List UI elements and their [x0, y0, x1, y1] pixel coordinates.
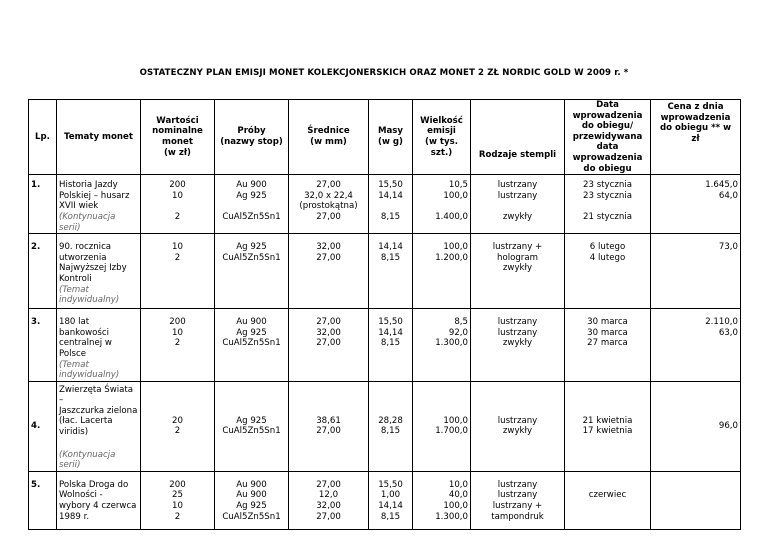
cell-rodzaje: lustrzany lustrzany zwykły: [471, 175, 565, 234]
cell-wartosci: 200 25 10 2: [141, 471, 215, 529]
cell-wielkosc: 100,0 1.700,0: [413, 381, 471, 471]
row-topic: Polska Droga do Wolności - wybory 4 czerwca 1989 r.: [57, 471, 141, 529]
row-topic: Zwierzęta Świata – Jaszczurka zielona (łac. Lacerta viridis) (Kontynuacja serii): [57, 381, 141, 471]
header-row: [29, 100, 741, 175]
cell-wartosci: 200 10 2: [141, 175, 215, 234]
table-row: [29, 309, 741, 382]
cell-rodzaje: lustrzany + hologram zwykły: [471, 234, 565, 309]
header-lp: Lp.: [29, 100, 57, 175]
header-masy: Masy (w g): [369, 100, 413, 175]
row-number: 2.: [29, 234, 57, 309]
cell-masy: 14,14 8,15: [369, 234, 413, 309]
row-number: 1.: [29, 175, 57, 234]
cell-cena: 1.645,0 64,0: [651, 175, 741, 234]
header-tematy: Tematy monet: [57, 100, 141, 175]
header-rodzaje: Rodzaje stempli: [471, 100, 565, 175]
cell-proby: Au 900 Ag 925 CuAl5Zn5Sn1: [215, 175, 289, 234]
cell-srednice: 27,00 12,0 32,00 27,00: [289, 471, 369, 529]
cell-masy: 15,50 14,14 8,15: [369, 309, 413, 382]
header-data: Data wprowadzenia do obiegu/ przewidywana data wprowadzenia do obiegu: [565, 100, 651, 175]
cell-proby: Au 900 Au 900 Ag 925 CuAl5Zn5Sn1: [215, 471, 289, 529]
row-number: 3.: [29, 309, 57, 382]
cell-data: 21 kwietnia 17 kwietnia: [565, 381, 651, 471]
cell-proby: Ag 925 CuAl5Zn5Sn1: [215, 381, 289, 471]
header-srednice: Średnice (w mm): [289, 100, 369, 175]
table-row: [29, 175, 741, 234]
cell-proby: Ag 925 CuAl5Zn5Sn1: [215, 234, 289, 309]
cell-data: czerwiec: [565, 471, 651, 529]
cell-data: 6 lutego 4 lutego: [565, 234, 651, 309]
row-number: 4.: [29, 381, 57, 471]
cell-masy: 28,28 8,15: [369, 381, 413, 471]
table-row: [29, 471, 741, 529]
cell-rodzaje: lustrzany lustrzany lustrzany + tampondruk: [471, 471, 565, 529]
cell-proby: Au 900 Ag 925 CuAl5Zn5Sn1: [215, 309, 289, 382]
cell-rodzaje: lustrzany lustrzany zwykły: [471, 309, 565, 382]
header-wartosci: Wartości nominalne monet (w zł): [141, 100, 215, 175]
cell-wartosci: 20 2: [141, 381, 215, 471]
cell-wielkosc: 8,5 92,0 1.300,0: [413, 309, 471, 382]
header-cena: Cena z dnia wprowadzenia do obiegu ** w zł: [651, 100, 741, 175]
cell-wielkosc: 10,5 100,0 1.400,0: [413, 175, 471, 234]
cell-cena: 96,0: [651, 381, 741, 471]
row-number: 5.: [29, 471, 57, 529]
document-title: OSTATECZNY PLAN EMISJI MONET KOLEKCJONERSKICH ORAZ MONET 2 ZŁ NORDIC GOLD W 2009 r. *: [139, 68, 629, 78]
header-wielkosc: Wielkość emisji (w tys. szt.): [413, 100, 471, 175]
cell-cena: [651, 471, 741, 529]
cell-wartosci: 10 2: [141, 234, 215, 309]
cell-srednice: 27,00 32,0 x 22,4 (prostokątna) 27,00: [289, 175, 369, 234]
cell-wartosci: 200 10 2: [141, 309, 215, 382]
row-topic: Historia Jazdy Polskiej – husarz XVII wiek (Kontynuacja serii): [57, 175, 141, 234]
cell-cena: 2.110,0 63,0: [651, 309, 741, 382]
cell-srednice: 27,00 32,00 27,00: [289, 309, 369, 382]
cell-cena: 73,0: [651, 234, 741, 309]
table-row: [29, 234, 741, 309]
header-proby: Próby (nazwy stop): [215, 100, 289, 175]
row-topic: 90. rocznica utworzenia Najwyższej Izby Kontroli (Temat indywidualny): [57, 234, 141, 309]
cell-data: 23 stycznia 23 stycznia 21 stycznia: [565, 175, 651, 234]
cell-masy: 15,50 14,14 8,15: [369, 175, 413, 234]
cell-data: 30 marca 30 marca 27 marca: [565, 309, 651, 382]
cell-srednice: 32,00 27,00: [289, 234, 369, 309]
cell-wielkosc: 10,0 40,0 100,0 1.300,0: [413, 471, 471, 529]
cell-rodzaje: lustrzany zwykły: [471, 381, 565, 471]
row-topic: 180 lat bankowości centralnej w Polsce (Temat indywidualny): [57, 309, 141, 382]
cell-srednice: 38,61 27,00: [289, 381, 369, 471]
cell-masy: 15,50 1,00 14,14 8,15: [369, 471, 413, 529]
table-row: [29, 381, 741, 471]
coin-emission-table: [28, 99, 741, 530]
cell-wielkosc: 100,0 1.200,0: [413, 234, 471, 309]
